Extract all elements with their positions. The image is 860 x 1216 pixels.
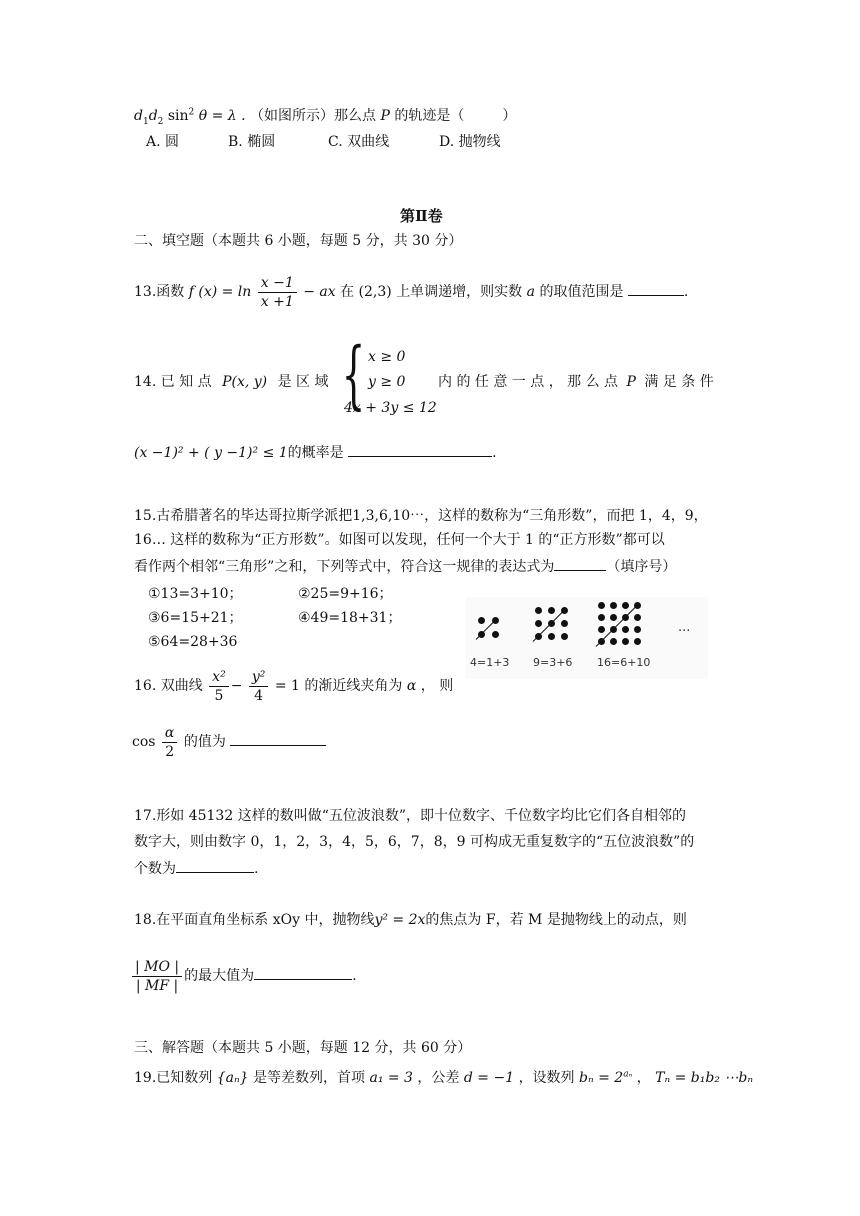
section2-title: 第Ⅱ卷: [400, 207, 443, 225]
figure-label-16: 16=6+10: [597, 656, 651, 669]
q14-brace: {: [341, 332, 366, 418]
q15-line1: 15.古希腊著名的毕达哥拉斯学派把1,3,6,10⋯，这样的数称为“三角形数”，而把 1，4，9，: [134, 508, 708, 524]
q18-answer-blank: [254, 965, 352, 980]
q15-answer-blank: [554, 556, 606, 571]
q16-answer-blank: [230, 731, 326, 746]
figure-label-4: 4=1+3: [470, 656, 510, 669]
q12-option-b: B. 椭圆: [228, 134, 276, 150]
figure-dot: [492, 631, 499, 638]
q13: 13.函数 f (x) = ln $\frac{x -1}{x +1}$ − ax 在 (2,3) 上单调递增，则实数 a 的取值范围是 .: [134, 274, 689, 310]
figure-dot: [622, 626, 629, 633]
q16-line2: cos $\frac{\alpha}{2}$ 的值为: [132, 720, 326, 764]
q18-line2: $\frac{| MO |}{| MF |}$ 的最大值为 .: [130, 954, 357, 998]
figure-ellipsis: ···: [678, 624, 691, 639]
q15-option-5: ⑤64=28+36: [148, 634, 238, 650]
figure-dot: [478, 617, 485, 624]
q14-line2: (x −1)² + ( y −1)² ≤ 1的概率是 .: [134, 442, 497, 463]
figure-dot: [610, 602, 617, 609]
figure-dot: [561, 620, 568, 627]
q15-option-4: ④49=18+31；: [298, 610, 402, 626]
figure-dot: [548, 633, 555, 640]
figure-dot: [634, 626, 641, 633]
q17-answer-blank: [176, 858, 254, 873]
q12-option-c: C. 双曲线: [328, 134, 390, 150]
section2-header: 二、填空题（本题共 6 小题，每题 5 分，共 30 分）: [134, 233, 463, 249]
figure-dot: [634, 638, 641, 645]
q15-option-2: ②25=9+16；: [298, 586, 393, 602]
q18-line1: 18.在平面直角坐标系 xOy 中，抛物线y² = 2x的焦点为 F，若 M 是抛物线上的动点，则: [134, 912, 687, 928]
figure-dot: [548, 607, 555, 614]
figure-dot: [535, 620, 542, 627]
q16-line1: 16. 双曲线 $\frac{\text{x²}}{5}$ − $\frac{\text{y²}}{4}$ = 1 的渐近线夹角为 α ， 则: [134, 668, 454, 704]
q14-tail: 内 的 任 意 一 点 ， 那 么 点 P 满 足 条 件: [438, 374, 714, 390]
figure-dot: [634, 614, 641, 621]
q14-cond-1: x ≥ 0: [368, 349, 406, 365]
figure-dot: [561, 633, 568, 640]
q17-line1: 17.形如 45132 这样的数叫做“五位波浪数”，即十位数字、千位数字均比它们各自相邻的: [134, 808, 687, 824]
figure-dot: [598, 626, 605, 633]
figure-dot: [622, 638, 629, 645]
figure-dot: [598, 614, 605, 621]
q14-answer-blank: [348, 442, 492, 457]
q15-line2: 16… 这样的数称为“正方形数”。如图可以发现，任何一个大于 1 的“正方形数”都可以: [134, 532, 665, 548]
q17-line2: 数字大，则由数字 0，1，2，3，4，5，6，7，8，9 可构成无重复数字的“五位波浪数”的: [134, 834, 695, 850]
q15-option-1: ①13=3+10；: [148, 586, 243, 602]
q12-option-a: A. 圆: [146, 134, 180, 150]
figure-dot: [610, 614, 617, 621]
q14-cond-2: y ≥ 0: [368, 374, 406, 390]
q14-prefix: 14. 已 知 点 P(x, y) 是 区 域: [134, 374, 329, 390]
figure-dot: [610, 638, 617, 645]
figure-dot: [535, 607, 542, 614]
q12-condition: $d_1d_2$ $\sin^2 \theta = \lambda$ . （如图所示）那么点 P 的轨迹是（ ）: [134, 107, 517, 127]
q15-line3: 看作两个相邻“三角形”之和，下列等式中，符合这一规律的表达式为 （填序号）: [134, 556, 676, 577]
figure-label-9: 9=3+6: [533, 656, 573, 669]
figure-dot: [622, 602, 629, 609]
section3-header: 三、解答题（本题共 5 小题，每题 12 分，共 60 分）: [134, 1040, 472, 1056]
q19: 19.已知数列 {aₙ} 是等差数列，首项 a₁ = 3 ，公差 d = −1 ，设数列 $b_n = 2^{a_n}$ ， Tₙ = b₁b₂ ⋯bₙ: [134, 1069, 754, 1086]
q17-line3: 个数为 .: [134, 858, 258, 879]
figure-dot: [598, 602, 605, 609]
q13-answer-blank: [628, 281, 684, 296]
q12-option-d: D. 抛物线: [439, 134, 501, 150]
q15-option-3: ③6=15+21；: [148, 610, 243, 626]
q14-cond-3: 4x + 3y ≤ 12: [344, 400, 437, 416]
